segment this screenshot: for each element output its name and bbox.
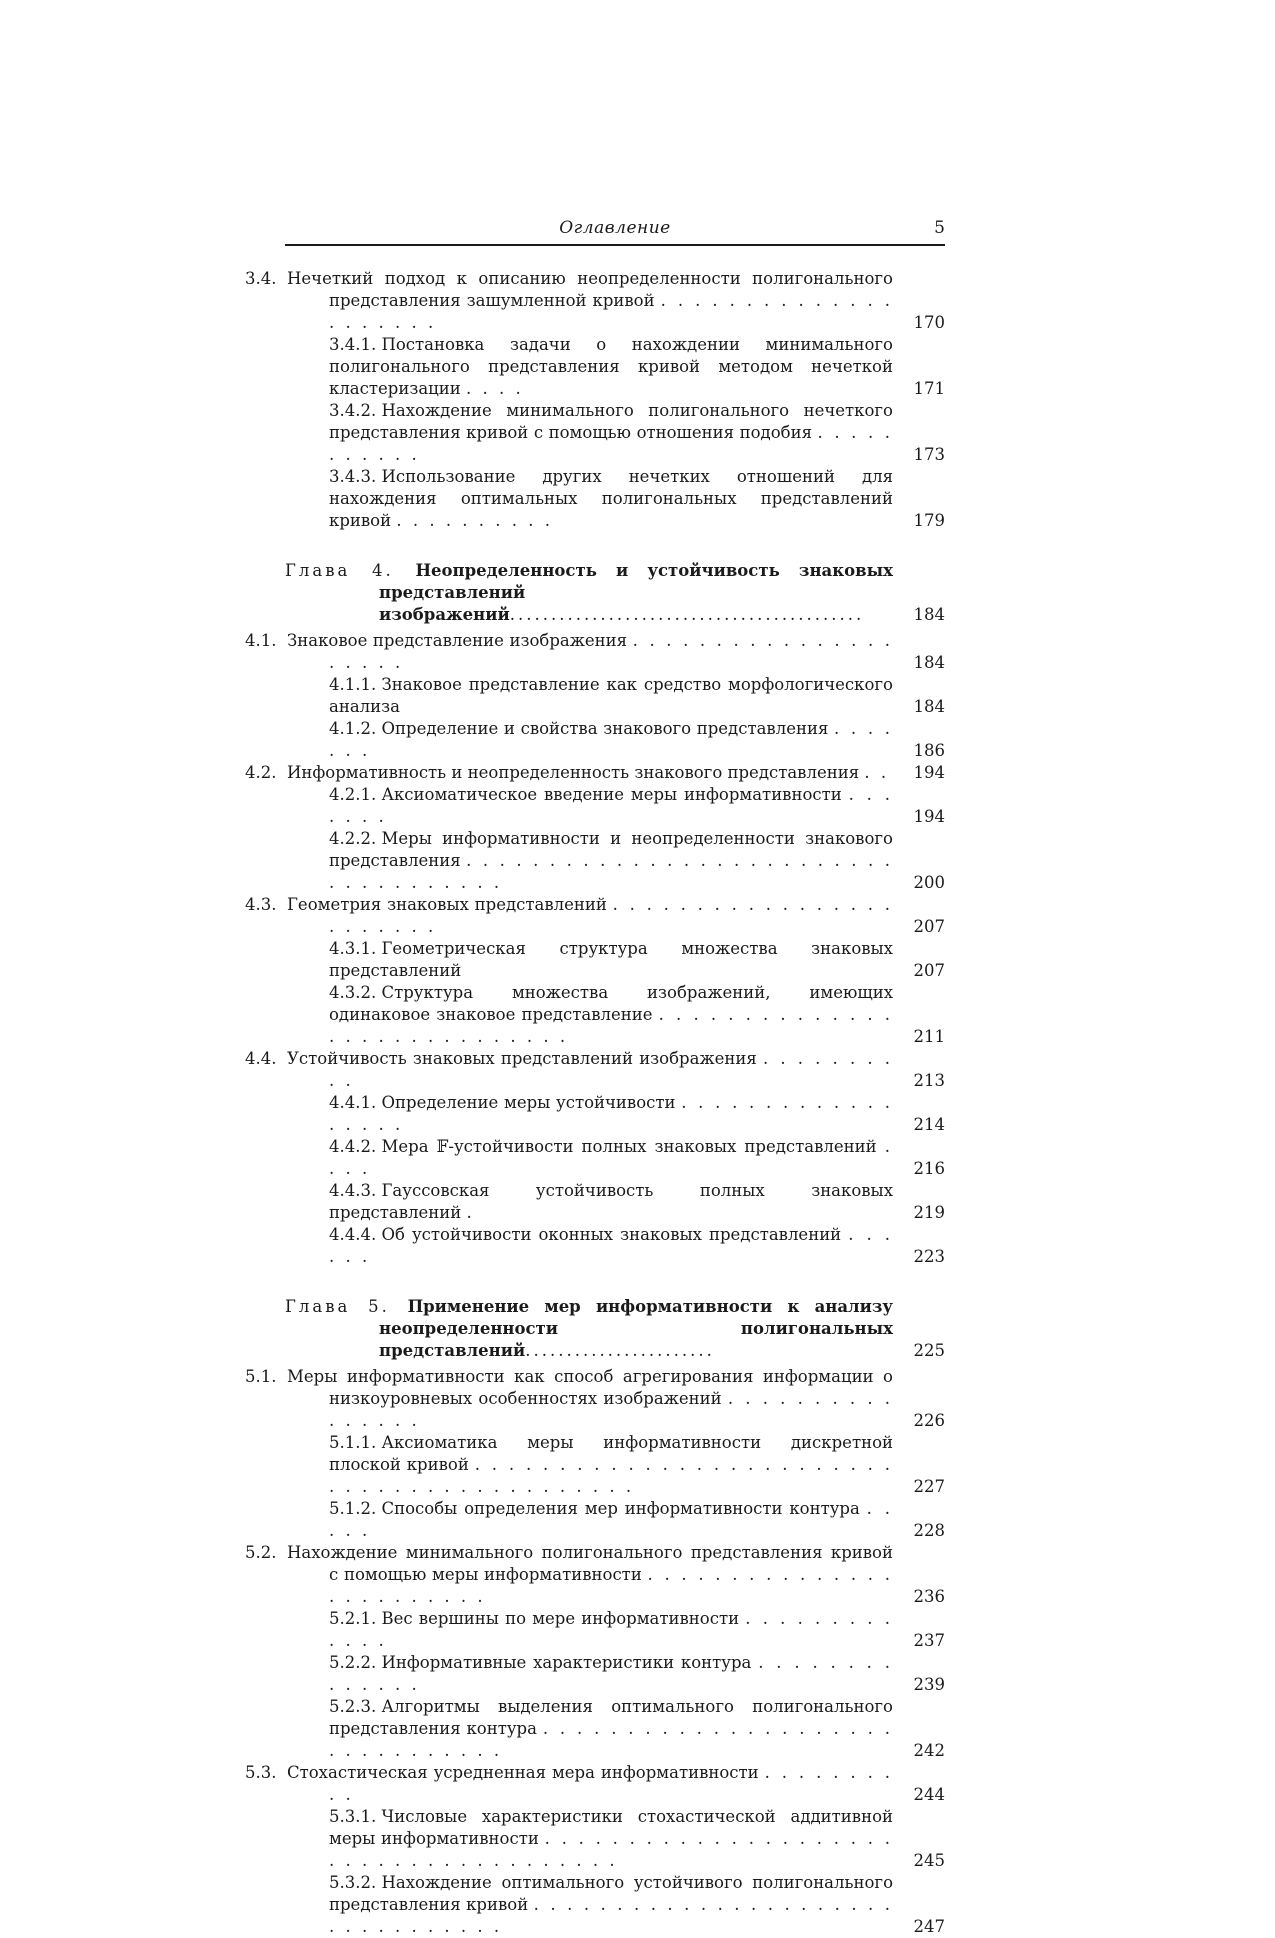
- entry-title: Меры информативности и неопределенности знакового представления: [329, 829, 893, 870]
- toc-entry-text: [285, 1806, 945, 1872]
- entry-number: 5.3.1.: [329, 1807, 382, 1826]
- entry-page-number: 213: [913, 1071, 945, 1090]
- entry-page-number: 200: [913, 873, 945, 892]
- entry-number: 4.4.3.: [329, 1181, 382, 1200]
- entry-page-number: 228: [913, 1521, 945, 1540]
- entry-page-number: 237: [913, 1631, 945, 1650]
- entry-page-number: 207: [913, 961, 945, 980]
- entry-page-number: 216: [913, 1159, 945, 1178]
- dot-leader: . . . . . . . . . . . . . . . . . . . . . . . . .: [329, 1565, 893, 1606]
- dot-leader: . . . . . . . . . . . . . .: [329, 1653, 893, 1694]
- toc-entry-subsection[interactable]: [285, 1224, 945, 1268]
- entry-title: Способы определения мер информативности контура: [381, 1499, 867, 1518]
- dot-leader: . . . . . . . . . . . . . . . .: [329, 1389, 894, 1430]
- toc-entry-text: [285, 718, 945, 762]
- entry-number: 4.3.1.: [329, 939, 382, 958]
- toc-entry-subsection[interactable]: [285, 1092, 945, 1136]
- toc-entry-text: 4.4. Устойчивость знаковых представлений изображения . . . . . . . . . .: [245, 1049, 893, 1090]
- entry-title: Геометрическая структура множества знаковых представлений: [329, 939, 893, 980]
- toc-entry-subsection[interactable]: [285, 334, 945, 400]
- entry-number: 5.1.1.: [329, 1433, 382, 1452]
- entry-page-number: 194: [913, 807, 945, 826]
- entry-title: Стохастическая усредненная мера информативности: [287, 1763, 765, 1782]
- entry-title: Нечеткий подход к описанию неопределенности полигонального представления зашумленной кривой: [287, 269, 893, 310]
- toc-entry-subsection[interactable]: [285, 1696, 945, 1762]
- entry-page-number: 236: [913, 1587, 945, 1606]
- entry-number: 4.4.1.: [329, 1093, 382, 1112]
- toc-entry-chapter[interactable]: [285, 560, 945, 626]
- entry-title: Определение и свойства знакового представления: [381, 719, 835, 738]
- entry-title: Меры информативности как способ агрегирования информации о низкоуровневых особенностях изображений: [287, 1367, 893, 1408]
- dot-leader: .: [466, 1203, 475, 1222]
- entry-number: 4.1.2.: [329, 719, 382, 738]
- running-head: [285, 216, 945, 246]
- toc-entry-text: [285, 1498, 945, 1542]
- entry-title: Числовые характеристики стохастической аддитивной меры информативности: [329, 1807, 893, 1848]
- entry-number: 4.3.2.: [329, 983, 382, 1002]
- entry-page-number: 244: [913, 1785, 945, 1804]
- dot-leader: . . . . . . . . . .: [329, 1049, 893, 1090]
- running-title: Оглавление: [559, 218, 671, 238]
- table-of-contents: [245, 268, 945, 1938]
- toc-entry-text: [285, 1136, 945, 1180]
- toc-entry-text: [285, 1872, 945, 1938]
- entry-page-number: 219: [913, 1203, 945, 1222]
- toc-entry-text: [285, 1608, 945, 1652]
- page-number: 5: [934, 218, 945, 238]
- entry-title: Информативные характеристики контура: [381, 1653, 759, 1672]
- toc-entry-text: 4.1. Знаковое представление изображения . . . . . . . . . . . . . . . . . . . . .: [245, 631, 893, 672]
- entry-page-number: 211: [913, 1027, 945, 1046]
- dot-leader: .......................: [525, 1341, 715, 1360]
- dot-leader: . . . . . . . . . . . . . . . . . . . . .: [329, 291, 893, 332]
- chapter-title: Применение мер информативности к анализу неопределенности полигональных представлений: [379, 1297, 893, 1360]
- dot-leader: . . . . . . . . . . . . .: [329, 1609, 893, 1650]
- entry-page-number: 227: [913, 1477, 945, 1496]
- chapter-spacer: [285, 1268, 945, 1280]
- entry-title: Вес вершины по мере информативности: [381, 1609, 746, 1628]
- toc-entry-text: 5.3. Стохастическая усредненная мера информативности . . . . . . . . . .: [245, 1763, 893, 1804]
- entry-number: 4.2.2.: [329, 829, 382, 848]
- toc-entry-text: [285, 674, 945, 718]
- entry-number: 3.4.2.: [329, 401, 382, 420]
- toc-entry-subsection[interactable]: [285, 1872, 945, 1938]
- toc-entry-text: 5.1. Меры информативности как способ агрегирования информации о низкоуровневых особенностях изображений . . . . . . . . . . . . . . . .: [245, 1367, 894, 1430]
- toc-entry-text: [285, 1652, 945, 1696]
- toc-entry-subsection[interactable]: [285, 784, 945, 828]
- entry-number: 5.1.2.: [329, 1499, 382, 1518]
- toc-entry-text: [285, 400, 945, 466]
- toc-entry-text: [285, 1296, 945, 1362]
- entry-title: Устойчивость знаковых представлений изображения: [287, 1049, 763, 1068]
- toc-entry-subsection[interactable]: [285, 400, 945, 466]
- toc-entry-text: [285, 982, 945, 1048]
- entry-title: Аксиоматическое введение меры информативности: [381, 785, 849, 804]
- toc-entry-subsection[interactable]: [285, 982, 945, 1048]
- entry-title: Геометрия знаковых представлений: [287, 895, 613, 914]
- entry-title: Об устойчивости оконных знаковых представлений: [381, 1225, 849, 1244]
- dot-leader: . . . . . . . . . . . . . . . . . . . . . . . . . . . . . . . . . . . . .: [329, 851, 893, 892]
- entry-page-number: 170: [913, 313, 945, 332]
- dot-leader: . . . . . . . . . . . . . . . . . . . . .: [329, 631, 893, 672]
- entry-number: 3.4.3.: [329, 467, 382, 486]
- toc-entry-text: [285, 1224, 945, 1268]
- chapter-title: Неопределенность и устойчивость знаковых представлений изображений: [379, 561, 893, 624]
- entry-title: Алгоритмы выделения оптимального полигонального представления контура: [329, 1697, 893, 1738]
- entry-title: Нахождение минимального полигонального нечеткого представления кривой с помощью отношения подобия: [329, 401, 893, 442]
- dot-leader: . . . . . . . . . .: [396, 511, 553, 530]
- entry-page-number: 214: [913, 1115, 945, 1134]
- dot-leader: . . . .: [466, 379, 524, 398]
- entry-number: 3.4.1.: [329, 335, 382, 354]
- toc-entry-chapter[interactable]: [285, 1296, 945, 1362]
- toc-entry-subsection[interactable]: [285, 674, 945, 718]
- toc-entry-subsection[interactable]: [285, 938, 945, 982]
- toc-entry-section[interactable]: [245, 1366, 945, 1432]
- entry-page-number: 184: [913, 653, 945, 672]
- toc-entry-text: [285, 1092, 945, 1136]
- toc-entry-text: 5.2. Нахождение минимального полигонального представления кривой с помощью меры информативности . . . . . . . . . . . . . . . . . . . . . . . . .: [245, 1543, 893, 1606]
- dot-leader: . . . . . . .: [329, 785, 893, 826]
- toc-entry-subsection[interactable]: [285, 1806, 945, 1872]
- entry-page-number: 245: [913, 1851, 945, 1870]
- dot-leader: . . . . . . . . . . . . . . . . . . . . . . . . . . . . .: [329, 1005, 893, 1046]
- dot-leader: . . . . . . . . . .: [329, 1763, 893, 1804]
- dot-leader: . . . . . . . . . . . . . . . . . .: [329, 1093, 893, 1134]
- entry-number: 5.3.2.: [329, 1873, 382, 1892]
- toc-entry-text: [285, 938, 945, 982]
- toc-entry-text: 4.3. Геометрия знаковых представлений . . . . . . . . . . . . . . . . . . . . . . . .: [245, 895, 893, 936]
- entry-page-number: 239: [913, 1675, 945, 1694]
- entry-number: 4.4.4.: [329, 1225, 382, 1244]
- dot-leader: . . . . . . . . . . . . . . . . . . . . . . . . . . . . . . . . .: [329, 1895, 893, 1936]
- chapter-spacer: [285, 532, 945, 544]
- chapter-label: Глава 4.: [285, 561, 416, 580]
- toc-entry-section[interactable]: [245, 894, 945, 938]
- toc-entry-section[interactable]: [245, 268, 945, 334]
- dot-leader: . . . . . . .: [329, 719, 893, 760]
- entry-page-number: 173: [913, 445, 945, 464]
- toc-entry-subsection[interactable]: [285, 718, 945, 762]
- toc-entry-section[interactable]: [245, 1542, 945, 1608]
- entry-number: 5.2.1.: [329, 1609, 382, 1628]
- dot-leader: . . . . . .: [329, 1225, 894, 1266]
- entry-page-number: 247: [913, 1917, 945, 1936]
- toc-page: [245, 216, 945, 1938]
- toc-entry-subsection[interactable]: [285, 466, 945, 532]
- chapter-label: Глава 5.: [285, 1297, 408, 1316]
- toc-entry-text: [285, 828, 945, 894]
- entry-number: 5.2.3.: [329, 1697, 382, 1716]
- dot-leader: . . . .: [329, 1137, 893, 1178]
- entry-title: Использование других нечетких отношений для нахождения оптимальных полигональных представлений кривой: [329, 467, 893, 530]
- entry-title: Структура множества изображений, имеющих одинаковое знаковое представление: [329, 983, 893, 1024]
- entry-number: 4.1.1.: [329, 675, 382, 694]
- entry-page-number: 207: [913, 917, 945, 936]
- toc-entry-text: 4.2. Информативность и неопределенность знакового представления . .: [245, 763, 890, 782]
- toc-entry-subsection[interactable]: [285, 1432, 945, 1498]
- toc-entry-subsection[interactable]: [285, 1180, 945, 1224]
- entry-page-number: 223: [913, 1247, 945, 1266]
- toc-entry-section[interactable]: [245, 630, 945, 674]
- dot-leader: . .: [864, 763, 890, 782]
- entry-title: Мера 𝔽-устойчивости полных знаковых представлений: [381, 1137, 885, 1156]
- entry-title: Информативность и неопределенность знакового представления: [287, 763, 865, 782]
- entry-page-number: 242: [913, 1741, 945, 1760]
- toc-entry-subsection[interactable]: [285, 1498, 945, 1542]
- dot-leader: ...........................................: [509, 605, 865, 624]
- entry-page-number: 171: [913, 379, 945, 398]
- toc-entry-section[interactable]: [245, 1762, 945, 1806]
- entry-title: Постановка задачи о нахождении минимального полигонального представления кривой методом нечеткой кластеризации: [329, 335, 893, 398]
- entry-number: 4.4.2.: [329, 1137, 382, 1156]
- entry-title: Знаковое представление изображения: [287, 631, 633, 650]
- toc-entry-text: [285, 334, 945, 400]
- dot-leader: . . . . . . . . . . . . . . . . . . . . . . . . . . . . . . . . . . . . . . . . . . . .: [329, 1455, 894, 1496]
- toc-entry-text: [285, 466, 945, 532]
- entry-title: Определение меры устойчивости: [381, 1093, 682, 1112]
- entry-title: Аксиоматика меры информативности дискретной плоской кривой: [329, 1433, 893, 1474]
- toc-entry-subsection[interactable]: [285, 1652, 945, 1696]
- toc-entry-text: [285, 1180, 945, 1224]
- toc-entry-section[interactable]: [245, 1048, 945, 1092]
- entry-number: 5.2.2.: [329, 1653, 382, 1672]
- entry-title: Гауссовская устойчивость полных знаковых представлений: [329, 1181, 893, 1222]
- dot-leader: . . . . . . . . . . . . . . . . . . . . . . . . . . . . . . . .: [329, 1719, 893, 1760]
- entry-number: 4.2.1.: [329, 785, 382, 804]
- toc-entry-text: [285, 560, 945, 626]
- dot-leader: . . . . . . . . . . .: [329, 423, 893, 464]
- entry-page-number: 225: [913, 1341, 945, 1360]
- entry-page-number: 184: [913, 697, 945, 716]
- toc-entry-text: [285, 1696, 945, 1762]
- toc-entry-subsection[interactable]: [285, 828, 945, 894]
- entry-page-number: 184: [913, 605, 945, 624]
- toc-entry-text: 3.4. Нечеткий подход к описанию неопределенности полигонального представления зашумленной кривой . . . . . . . . . . . . . . . . . . . . .: [245, 269, 893, 332]
- entry-page-number: 226: [913, 1411, 945, 1430]
- dot-leader: . . . . .: [329, 1499, 893, 1540]
- entry-page-number: 179: [913, 511, 945, 530]
- toc-entry-section[interactable]: [245, 762, 945, 784]
- dot-leader: . . . . . . . . . . . . . . . . . . . . . . . .: [329, 895, 893, 936]
- toc-entry-subsection[interactable]: [285, 1136, 945, 1180]
- dot-leader: . . . . . . . . . . . . . . . . . . . . . . . . . . . . . . . . . . . . . . .: [329, 1829, 893, 1870]
- entry-page-number: 194: [913, 763, 945, 782]
- entry-title: Нахождение оптимального устойчивого полигонального представления кривой: [329, 1873, 893, 1914]
- entry-page-number: 186: [913, 741, 945, 760]
- entry-title: Нахождение минимального полигонального представления кривой с помощью меры информативности: [287, 1543, 893, 1584]
- entry-title: Знаковое представление как средство морфологического анализа: [329, 675, 893, 716]
- toc-entry-subsection[interactable]: [285, 1608, 945, 1652]
- toc-entry-text: [285, 784, 945, 828]
- toc-entry-text: [285, 1432, 945, 1498]
